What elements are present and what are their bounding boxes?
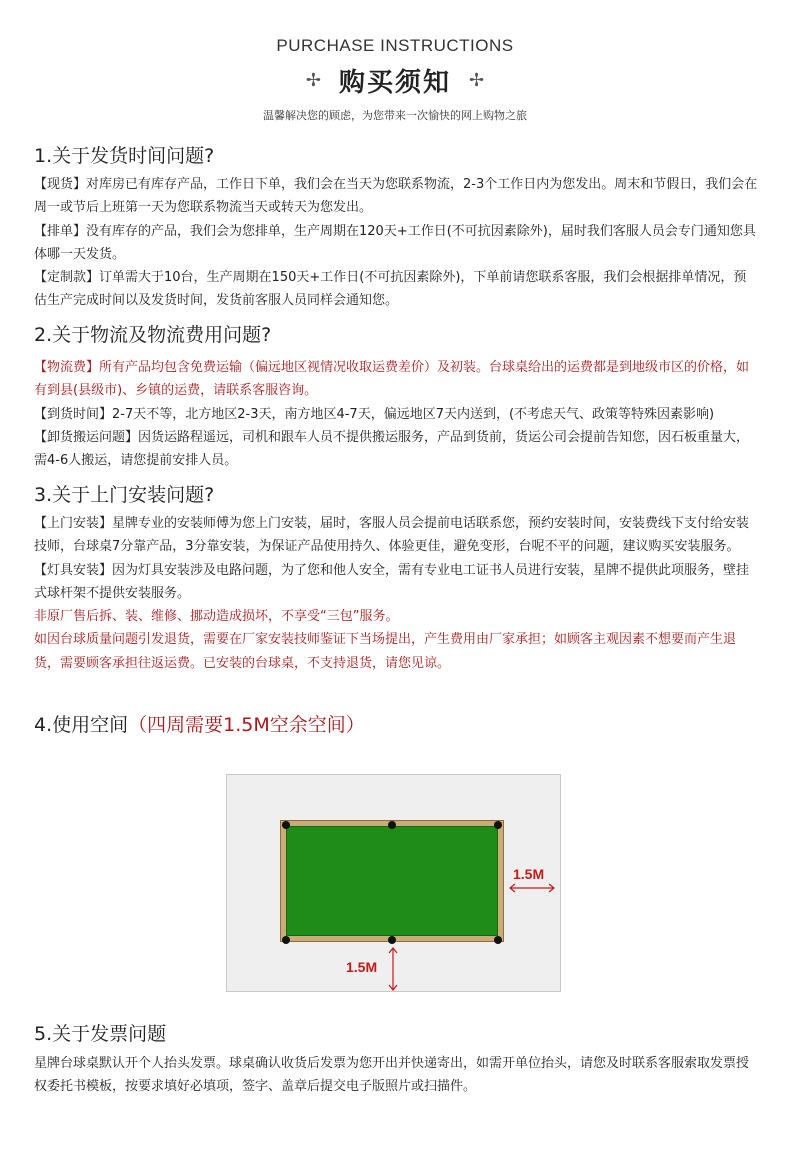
paragraph-non-original-warning: 非原厂售后拆、装、维修、挪动造成损坏，不享受“三包”服务。	[34, 609, 399, 625]
section-body-invoice	[34, 1052, 758, 1099]
table-felt	[286, 826, 498, 936]
paragraph-arrival-time: 【到货时间】2-7天不等，北方地区2-3天，南方地区4-7天，偏远地区7天内送到，(不考虑天气、政策等特殊因素影响)	[34, 406, 715, 422]
paragraph-scheduled: 【排单】没有库存的产品，我们会为您排单，生产周期在120天+工作日(不可抗因素除外)，届时我们客服人员会专门通知您具体哪一天发货。	[34, 223, 756, 262]
paragraph-custom: 【定制款】订单需大于10台，生产周期在150天+工作日(不可抗因素除外)，下单前请您联系客服，我们会根据排单情况，预估生产完成时间以及发货时间，发货前客服人员同样会通知您。	[34, 270, 747, 309]
pocket-top-right	[494, 821, 502, 829]
billiard-table	[280, 820, 504, 942]
sparkle-right-icon: ✢	[469, 70, 485, 91]
pocket-top-middle	[388, 821, 396, 829]
paragraph-return-policy: 如因台球质量问题引发退货，需要在厂家安装技师鉴证下当场提出，产生费用由厂家承担；如顾客主观因素不想要而产生退货，需要顾客承担往返运费。已安装的台球桌，不支持退货，请您见谅。	[34, 632, 737, 671]
section-title-space-prefix: 4.使用空间	[34, 714, 129, 736]
paragraph-in-stock: 【现货】对库房已有库存产品，工作日下单，我们会在当天为您联系物流，2-3个工作日内为您发出。周末和节假日，我们会在周一或节后上班第一天为您联系物流当天或转天为您发出。	[34, 177, 758, 216]
section-body-shipping-time	[34, 173, 758, 313]
paragraph-unloading: 【卸货搬运问题】因货运路程遥远，司机和跟车人员不提供搬运服务，产品到货前，货运公司会提前告知您，因石板重量大，需4-6人搬运，请您提前安排人员。	[34, 429, 750, 469]
page-title: 购买须知	[338, 68, 451, 98]
paragraph-invoice: 星牌台球桌默认开个人抬头发票。球桌确认收货后发票为您开出并快递寄出，如需开单位抬头，请您及时联系客服索取发票授权委托书模板，按要求填好必填项，签字、盖章后提交电子版照片或扫描件。	[34, 1056, 750, 1095]
pocket-bottom-left	[282, 936, 290, 944]
english-title: PURCHASE INSTRUCTIONS	[276, 36, 514, 55]
section-body-installation	[34, 512, 758, 675]
section-title-invoice: 5.关于发票问题	[34, 1023, 167, 1045]
page-subtitle: 温馨解决您的顾虑，为您带来一次愉快的网上购物之旅	[263, 109, 527, 122]
bottom-clearance-label: 1.5M	[346, 959, 378, 975]
paragraph-lamp-install: 【灯具安装】因为灯具安装涉及电路问题，为了您和他人安全，需有专业电工证书人员进行安装，星牌不提供此项服务，壁挂式球杆架不提供安装服务。	[34, 562, 750, 601]
pocket-bottom-middle	[388, 936, 396, 944]
section-title-space-highlight: （四周需要1.5M空余空间）	[128, 714, 365, 736]
bottom-clearance-arrow-icon	[387, 947, 399, 991]
section-title-logistics: 2.关于物流及物流费用问题?	[34, 324, 272, 346]
pocket-top-left	[282, 821, 290, 829]
paragraph-shipping-fee: 【物流费】所有产品均包含免费运输（偏远地区视情况收取运费差价）及初装。台球桌给出的运费都是到地级市区的价格，如有到县(县级市)、乡镇的运费，请联系客服咨询。	[34, 360, 750, 399]
sparkle-left-icon: ✢	[305, 70, 321, 91]
paragraph-onsite-install: 【上门安装】星牌专业的安装师傅为您上门安装，届时，客服人员会提前电话联系您，预约安装时间，安装费线下支付给安装技师，台球桌7分靠产品，3分靠安装，为保证产品使用持久、体验更佳，避免变形，台呢不平的问题，建议购买安装服务。	[34, 516, 750, 555]
section-title-shipping-time: 1.关于发货时间问题?	[34, 145, 215, 167]
section-body-logistics	[34, 356, 758, 472]
right-clearance-arrow-icon	[508, 882, 556, 894]
right-clearance-label: 1.5M	[513, 866, 545, 882]
chinese-title-row	[0, 62, 790, 99]
section-title-space	[34, 710, 365, 737]
page-header	[0, 36, 790, 123]
section-title-installation: 3.关于上门安装问题?	[34, 484, 215, 506]
pocket-bottom-right	[494, 936, 502, 944]
